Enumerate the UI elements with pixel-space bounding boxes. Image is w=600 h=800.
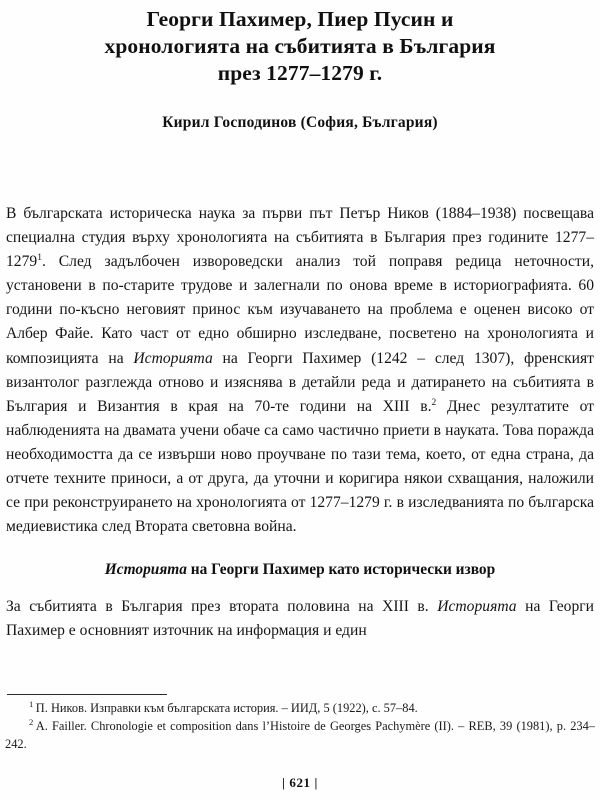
body-text [5,202,595,644]
paragraph-after-heading: За събитията в България през втората половина на XIII в. Историята на Георги Пахимер е основният източник на информация и един [6,598,594,640]
author-affiliation: Кирил Господинов (София, България) [162,114,438,131]
title-line-3: през 1277–1279 г. [217,61,383,85]
footnote-list [5,700,595,753]
title-line-2: хронологията на събитията в България [104,34,496,58]
paragraph-intro: В българската историческа наука за първи път Петър Ников (1884–1938) посвещава специална студия върху хронологията на събитията в България през годините 1277–1279$^1$. След задълбочен извороведски анализ той поправя редица неточности, установени в по-старите трудове и залегнали по онова време в историографията. 60 години по-късно неговият принос към изучаването на проблема е оценен високо от Албер Файе. Като част от едно обширно изследване, посветено на хронологията и композицията на Историята на Георги Пахимер (1242 – след 1307), френският византолог разглежда отново и изяснява в детайли реда и датирането на събитията в България и Византия в края на 70-те години на XIII в.$^2$ Днес резултатите от наблюденията на двамата учени обаче са само частично приети в науката. Това поражда необходимостта да се извърши ново проучване по тази тема, което, от една страна, да отчете техните приноси, а от друга, да уточни и коригира някои схващания, наложили се при реконструирането на хронологията от 1277–1279 г. в изследванията по българска медиевистика след Втората световна война. [6,205,594,536]
section-heading-rest: на Георги Пахимер като исторически извор [186,561,496,579]
footnote-item [5,718,595,753]
footnote-marker: 2 [29,717,34,728]
footnote-item [5,700,595,717]
section-heading [6,561,594,579]
page-title [5,6,595,87]
footnote-text: A. Failler. Chronologie et composition dans l’Histoire de Georges Pachymère (II). – REB, 39 (1981), p. 234–242. [5,719,595,751]
footnote-text: П. Ников. Изправки към българската история. – ИИД, 5 (1922), с. 57–84. [35,701,418,715]
page-number: | 621 | [282,775,318,790]
italic-term: Историята [133,349,213,367]
footnote-area [5,694,595,754]
title-block [5,0,595,132]
footnote-reference[interactable]: 1 [37,253,42,263]
footnote-reference[interactable]: 2 [431,397,437,408]
footnote-marker: 1 [29,698,34,709]
title-line-1: Георги Пахимер, Пиер Пусин и [146,7,454,31]
footnote-separator-rule [7,694,167,695]
italic-term: Историята [437,598,517,616]
section-heading-italic: Историята [104,561,187,579]
